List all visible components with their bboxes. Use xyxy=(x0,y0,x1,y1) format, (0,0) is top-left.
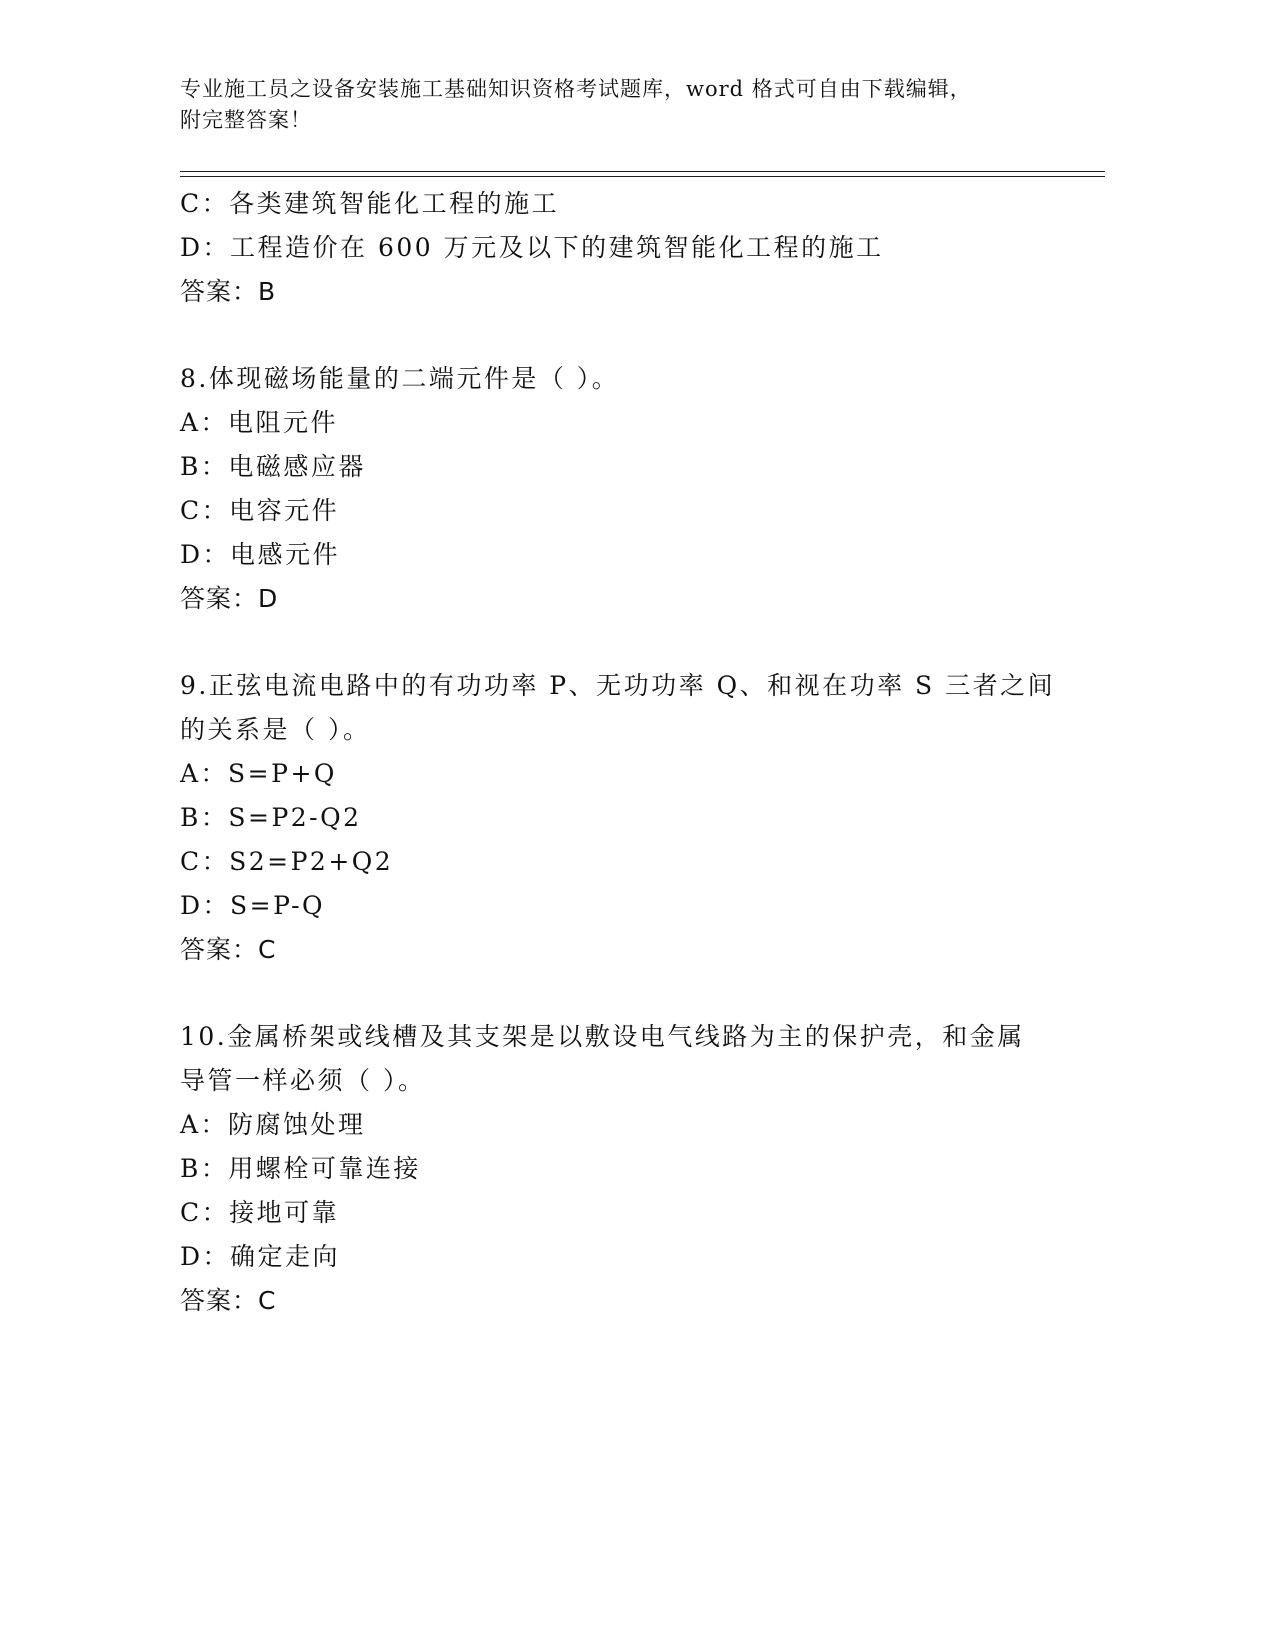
option-b: B：电磁感应器 xyxy=(180,452,366,481)
option-c: C：S2=P2+Q2 xyxy=(180,847,394,876)
question-10 xyxy=(180,1015,1060,1323)
question-9 xyxy=(180,664,1060,972)
question-8 xyxy=(180,357,1060,621)
answer-line: 答案：C xyxy=(180,1286,277,1315)
question-text-line-2: 导管一样必须（ ）。 xyxy=(180,1066,426,1095)
question-text-line-1: 9.正弦电流电路中的有功功率 P、无功功率 Q、和视在功率 S 三者之间 xyxy=(180,671,1056,700)
question-content xyxy=(180,182,1060,1323)
header-line-1: 专业施工员之设备安装施工基础知识资格考试题库，word 格式可自由下载编辑， xyxy=(180,77,972,101)
answer-line: 答案：C xyxy=(180,935,277,964)
option-a: A：防腐蚀处理 xyxy=(180,1110,366,1139)
option-c: C：电容元件 xyxy=(180,496,340,525)
question-7-tail xyxy=(180,182,1060,314)
option-a: A：S=P+Q xyxy=(180,759,337,788)
option-c: C：各类建筑智能化工程的施工 xyxy=(180,189,560,218)
option-d: D：电感元件 xyxy=(180,540,341,569)
header-line-2: 附完整答案！ xyxy=(180,108,312,132)
option-a: A：电阻元件 xyxy=(180,408,339,437)
header-divider-top xyxy=(180,171,1105,172)
question-text-line-2: 的关系是（ ）。 xyxy=(180,715,371,744)
option-d: D：工程造价在 600 万元及以下的建筑智能化工程的施工 xyxy=(180,233,884,262)
answer-line: 答案：D xyxy=(180,584,279,613)
question-text: 8.体现磁场能量的二端元件是（ ）。 xyxy=(180,364,620,393)
option-b: B：S=P2-Q2 xyxy=(180,803,362,832)
question-text-line-1: 10.金属桥架或线槽及其支架是以敷设电气线路为主的保护壳，和金属 xyxy=(180,1022,1025,1051)
option-c: C：接地可靠 xyxy=(180,1198,340,1227)
option-b: B：用螺栓可靠连接 xyxy=(180,1154,421,1183)
answer-line: 答案：B xyxy=(180,277,277,306)
document-header xyxy=(180,74,1060,136)
option-d: D：S=P-Q xyxy=(180,891,326,920)
header-divider-bottom xyxy=(180,176,1105,177)
option-d: D：确定走向 xyxy=(180,1242,341,1271)
